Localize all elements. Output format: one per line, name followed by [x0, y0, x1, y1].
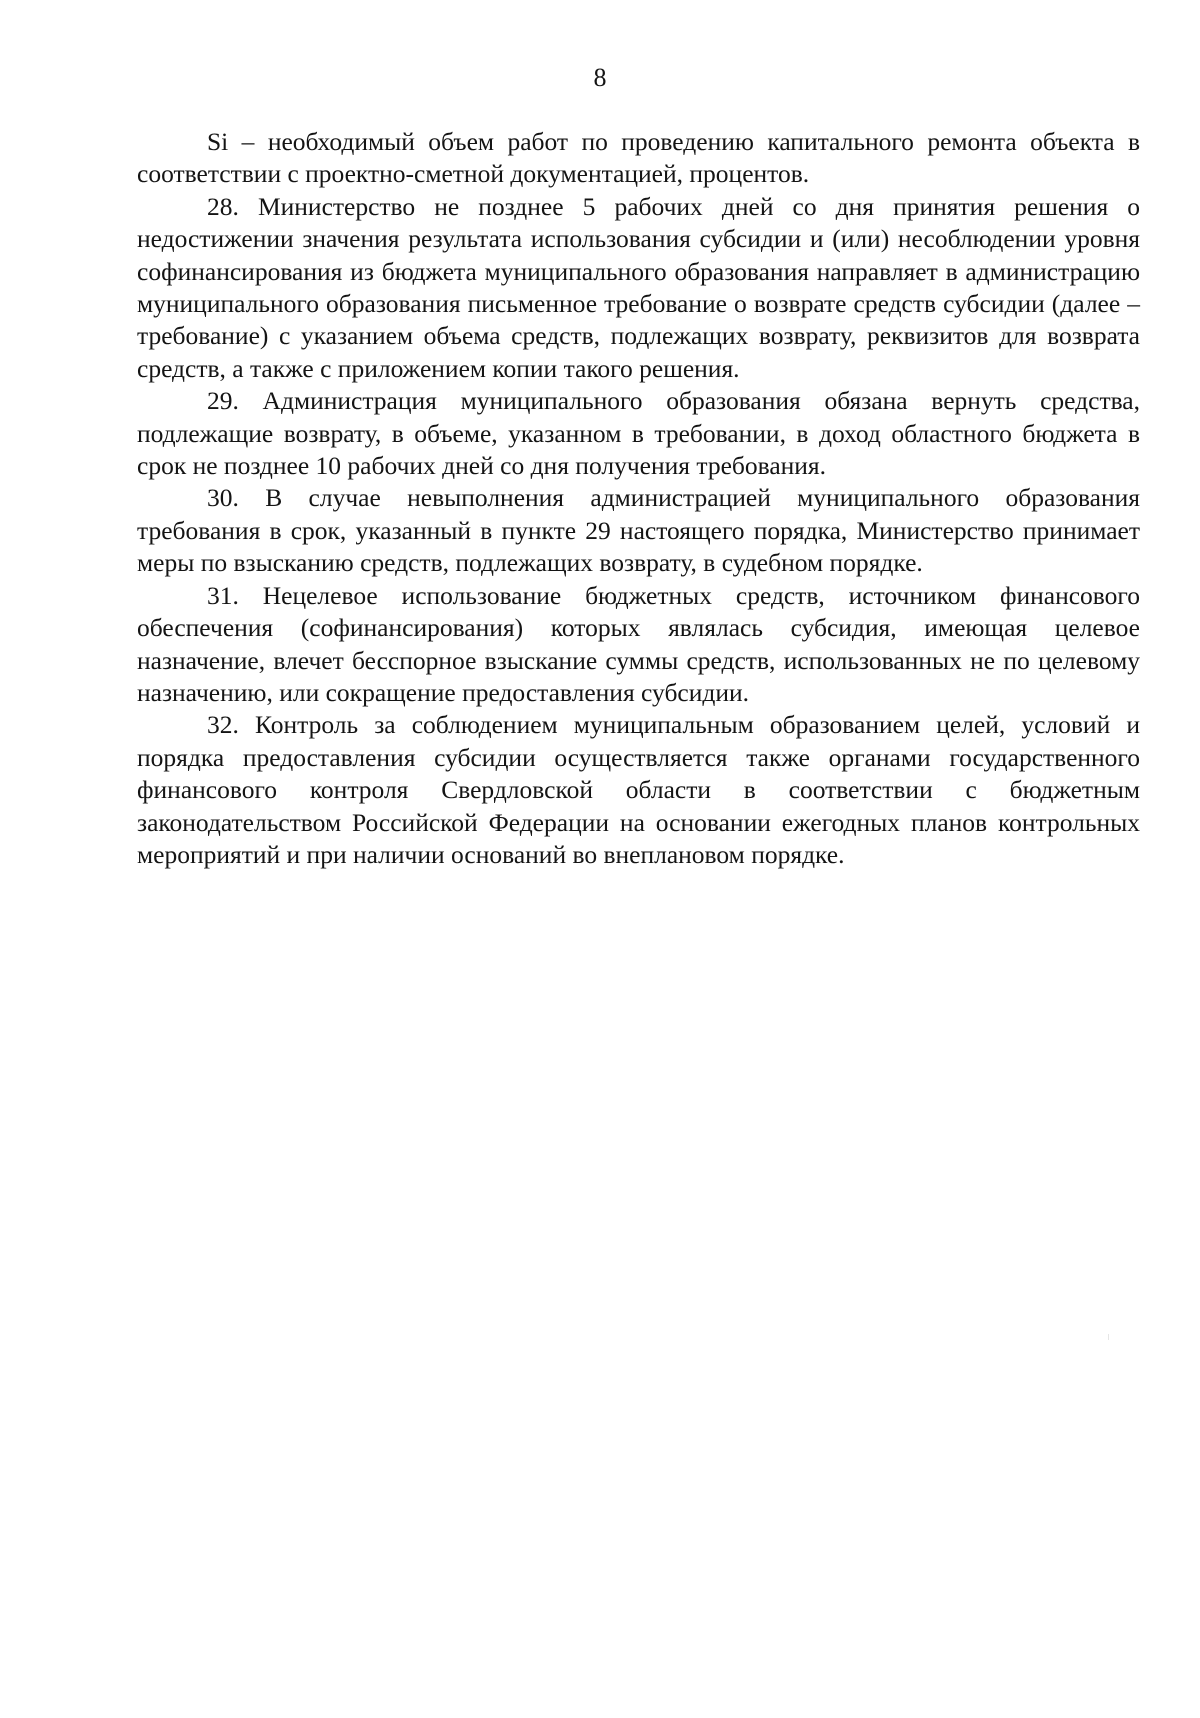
- paragraph-30: 30. В случае невыполнения администрацией муниципального образования требования в срок, указанный в пункте 29 настоящего порядка, Министерство принимает меры по взысканию средств, подлежащих возврату, в судебном порядке.: [137, 483, 1140, 578]
- paragraph-32: 32. Контроль за соблюдением муниципальным образованием целей, условий и порядка предоставления субсидии осуществляется также органами государственного финансового контроля Свердловской области в соответствии с бюджетным законодательством Российской Федерации на основании ежегодных планов контрольных мероприятий и при наличии оснований во внеплановом порядке.: [137, 710, 1140, 869]
- document-body: [137, 126, 1140, 871]
- page-number: 8: [593, 63, 607, 92]
- paragraph-31: 31. Нецелевое использование бюджетных средств, источником финансового обеспечения (софинансирования) которых являлась субсидия, имеющая целевое назначение, влечет бесспорное взыскание суммы средств, использованных не по целевому назначению, или сокращение предоставления субсидии.: [137, 580, 1140, 707]
- paragraph-28: 28. Министерство не позднее 5 рабочих дней со дня принятия решения о недостижении значения результата использования субсидии и (или) несоблюдении уровня софинансирования из бюджета муниципального образования направляет в администрацию муниципального образования письменное требование о возврате средств субсидии (далее – требование) с указанием объема средств, подлежащих возврату, реквизитов для возврата средств, а также с приложением копии такого решения.: [137, 191, 1140, 383]
- paragraph-si-definition: Si – необходимый объем работ по проведению капитального ремонта объекта в соответствии с проектно-сметной документацией, процентов.: [137, 127, 1140, 189]
- scan-artifact: [1108, 1334, 1109, 1340]
- paragraph-29: 29. Администрация муниципального образования обязана вернуть средства, подлежащие возврату, в объеме, указанном в требовании, в доход областного бюджета в срок не позднее 10 рабочих дней со дня получения требования.: [137, 386, 1140, 481]
